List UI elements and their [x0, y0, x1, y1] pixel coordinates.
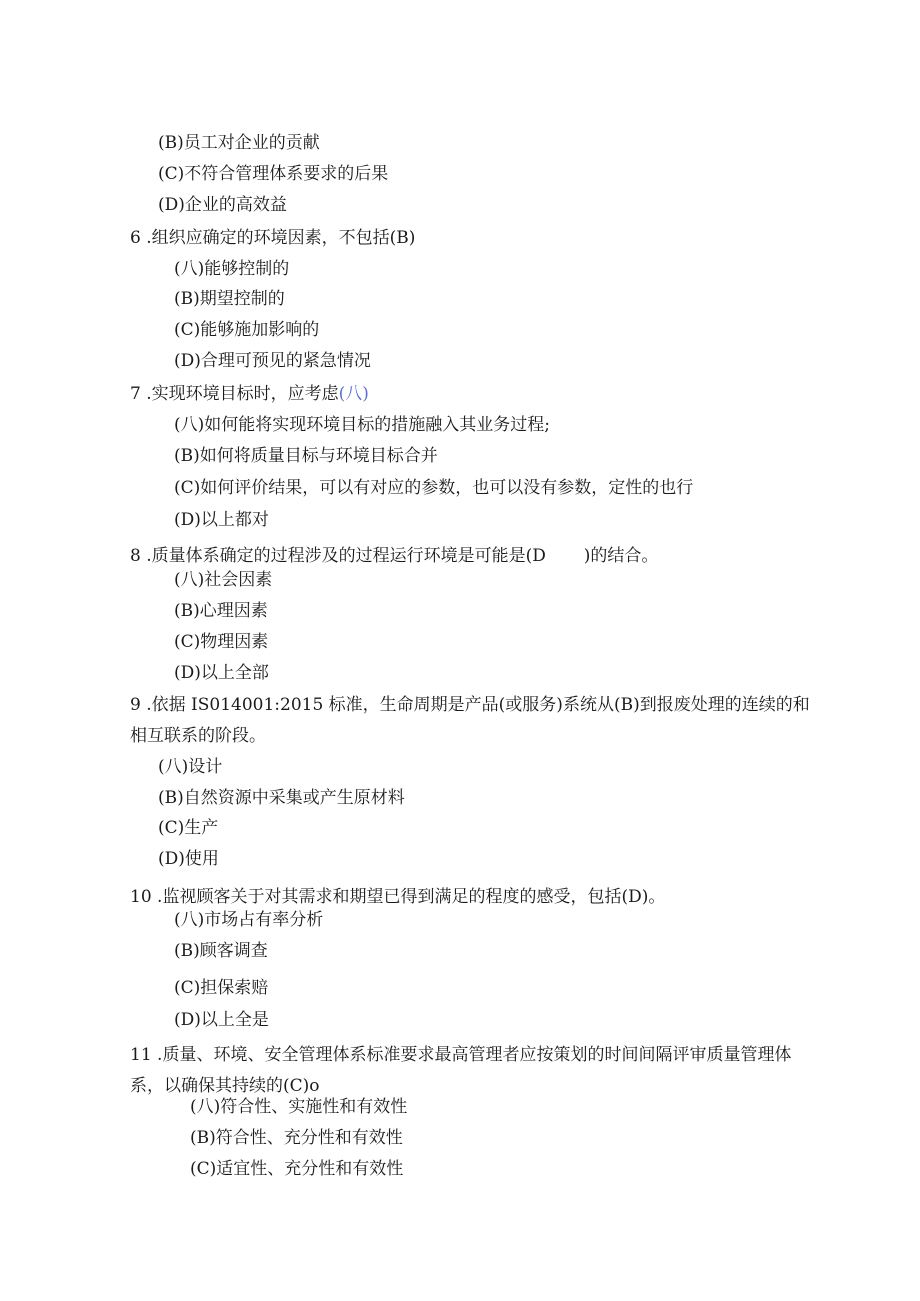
q5-option-d: (D)企业的高效益: [158, 195, 287, 215]
q5-option-b: (B)员工对企业的贡献: [158, 133, 320, 153]
q11-option-b: (B)符合性、充分性和有效性: [190, 1128, 403, 1148]
q11-option-a: (八)符合性、实施性和有效性: [190, 1097, 408, 1117]
question-11: 11 .质量、环境、安全管理体系标准要求最高管理者应按策划的时间间隔评审质量管理体系，以确保其持续的(C)o: [130, 1045, 792, 1096]
q10-option-b: (B)顾客调查: [174, 941, 268, 961]
q6-option-b: (B)期望控制的: [174, 289, 285, 309]
q8-option-d: (D)以上全部: [174, 663, 269, 683]
question-7-answer: (八): [338, 384, 369, 404]
question-6: 6 .组织应确定的环境因素，不包括(B): [130, 228, 416, 248]
q9-option-a: (八)设计: [158, 757, 223, 777]
q6-option-d: (D)合理可预见的紧急情况: [174, 351, 371, 371]
q9-option-d: (D)使用: [158, 849, 219, 869]
question-9: 9 .依据 IS014001:2015 标准，生命周期是产品(或服务)系统从(B)到报废处理的连续的和相互联系的阶段。: [130, 695, 810, 746]
question-8: 8 .质量体系确定的过程涉及的过程运行环境是可能是(D )的结合。: [130, 546, 659, 566]
q6-option-c: (C)能够施加影响的: [174, 320, 320, 340]
q8-option-b: (B)心理因素: [174, 601, 268, 621]
q9-option-b: (B)自然资源中采集或产生原材料: [158, 788, 405, 808]
q10-option-a: (八)市场占有率分析: [174, 910, 324, 930]
q7-option-b: (B)如何将质量目标与环境目标合并: [174, 446, 438, 466]
q7-option-d: (D)以上都对: [174, 510, 269, 530]
q7-option-a: (八)如何能将实现环境目标的措施融入其业务过程;: [174, 415, 550, 435]
q10-option-c: (C)担保索赔: [174, 978, 269, 998]
q9-option-c: (C)生产: [158, 818, 219, 838]
question-10: 10 .监视顾客关于对其需求和期望已得到满足的程度的感受，包括(D)。: [130, 887, 666, 907]
q8-option-a: (八)社会因素: [174, 570, 273, 590]
question-7: [130, 383, 369, 405]
q11-option-c: (C)适宜性、充分性和有效性: [190, 1159, 404, 1179]
question-7-text: 7 .实现环境目标时，应考虑: [130, 384, 339, 404]
q10-option-d: (D)以上全是: [174, 1010, 269, 1030]
q6-option-a: (八)能够控制的: [174, 259, 290, 279]
q8-option-c: (C)物理因素: [174, 632, 269, 652]
q5-option-c: (C)不符合管理体系要求的后果: [158, 164, 389, 184]
q7-option-c: (C)如何评价结果，可以有对应的参数，也可以没有参数，定性的也行: [174, 478, 694, 498]
